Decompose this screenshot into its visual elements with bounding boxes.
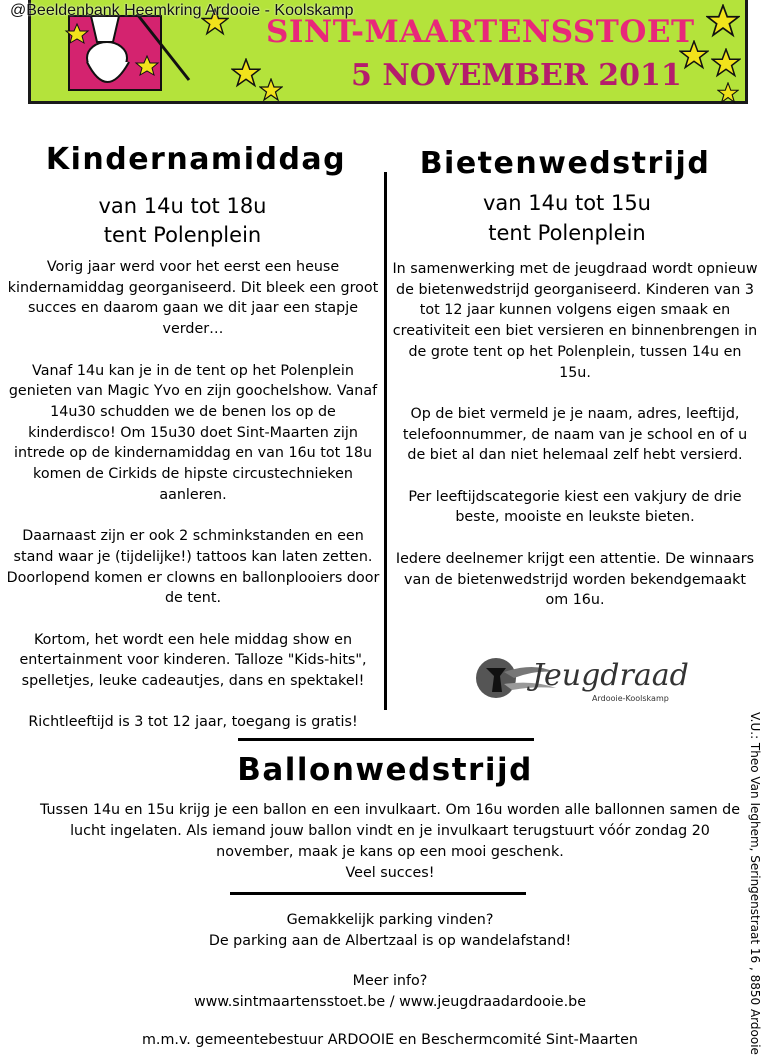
parking-answer: De parking aan de Albertzaal is op wandelafstand! bbox=[208, 933, 572, 949]
responsible-publisher: V.U.: Theo Van Ieghem, Seringenstraat 16 , 8850 Ardooie bbox=[748, 712, 762, 1055]
paragraph: Daarnaast zijn er ook 2 schminkstanden en een stand waar je (tijdelijke!) tattoos kan laten zetten. Doorlopend komen er clowns en ballonplooiers door de tent. bbox=[6, 528, 380, 607]
paragraph: Op de biet vermeld je je naam, adres, leeftijd, telefoonnummer, de naam van je school en of u de biet al dan niet helemaal zelf hebt versierd. bbox=[402, 405, 748, 464]
star-icon bbox=[679, 40, 709, 70]
kindernamiddag-time: van 14u tot 18u bbox=[98, 194, 267, 218]
paragraph: Kortom, het wordt een hele middag show en entertainment voor kinderen. Talloze "Kids-hits", spelletjes, leuke cadeautjes, dans en spektakel! bbox=[19, 631, 367, 690]
ballonwedstrijd-description: Tussen 14u en 15u krijg je een ballon en een invulkaart. Om 16u worden alle ballonnen samen de lucht ingelaten. Als iemand jouw ballon vindt en je invulkaart terugstuurt vóór zondag 20 november, maak je kans op een mooi geschenk. bbox=[39, 802, 741, 860]
separator-line bbox=[230, 892, 526, 895]
star-icon bbox=[231, 58, 261, 88]
banner-date: 5 NOVEMBER 2011 bbox=[351, 58, 682, 93]
credits: m.m.v. gemeentebestuur ARDOOIE en Beschermcomité Sint-Maarten bbox=[142, 1032, 638, 1048]
parking-question: Gemakkelijk parking vinden? bbox=[286, 912, 494, 928]
star-icon bbox=[259, 78, 283, 102]
bietenwedstrijd-title: Bietenwedstrijd bbox=[419, 146, 711, 181]
paragraph: Iedere deelnemer krijgt een attentie. De winnaars van de bietenwedstrijd worden bekendgemaakt om 16u. bbox=[395, 550, 755, 609]
info-links[interactable]: www.sintmaartensstoet.be / www.jeugdraadardooie.be bbox=[193, 994, 587, 1010]
column-divider bbox=[384, 172, 387, 710]
bietenwedstrijd-time: van 14u tot 15u bbox=[482, 191, 651, 215]
paragraph: Per leeftijdscategorie kiest een vakjury de drie beste, mooiste en leukste bieten. bbox=[408, 488, 742, 526]
ballonwedstrijd-closing: Veel succes! bbox=[345, 865, 435, 881]
watermark-text: @Beeldenbank Heemkring Ardooie - Koolskamp bbox=[10, 2, 354, 19]
paragraph: Vorig jaar werd voor het eerst een heuse kindernamiddag georganiseerd. Dit bleek een groot succes en daarom gaan we dit jaar een stapje verder… bbox=[7, 259, 379, 338]
ballonwedstrijd-text bbox=[30, 800, 750, 884]
banner-title: SINT-MAARTENSSTOET bbox=[266, 14, 695, 50]
kindernamiddag-place: tent Polenplein bbox=[103, 223, 262, 247]
star-icon bbox=[706, 4, 740, 38]
info-question: Meer info? bbox=[352, 973, 428, 989]
bietenwedstrijd-text bbox=[392, 259, 758, 632]
kindernamiddag-text bbox=[6, 257, 380, 754]
kindernamiddag-title: Kindernamiddag bbox=[45, 142, 347, 177]
star-icon bbox=[711, 48, 741, 78]
jeugdraad-logo-subtext: Ardooie-Koolskamp bbox=[592, 694, 669, 703]
paragraph: In samenwerking met de jeugdraad wordt opnieuw de bietenwedstrijd georganiseerd. Kinderen van 3 tot 12 jaar kunnen volgens eigen smaak en creativiteit een biet versieren en binnenbrengen in de grote tent op het Polenplein, tussen 14u en 15u. bbox=[392, 261, 758, 381]
star-icon bbox=[717, 82, 739, 104]
paragraph: Vanaf 14u kan je in de tent op het Polenplein genieten van Magic Yvo en zijn goochelshow. Vanaf 14u30 schudden we de benen los op de kinderdisco! Om 15u30 doet Sint-Maarten zijn intrede op de kindernamiddag en van 16u tot 18u komen de Cirkids de hipste circustechnieken aanleren. bbox=[8, 362, 378, 503]
jeugdraad-logo-text: Jeugdraad bbox=[532, 658, 689, 693]
jeugdraad-logo bbox=[474, 652, 689, 708]
separator-line bbox=[238, 738, 534, 741]
ballonwedstrijd-title: Ballonwedstrijd bbox=[237, 752, 533, 788]
paragraph: Richtleeftijd is 3 tot 12 jaar, toegang is gratis! bbox=[28, 714, 358, 731]
bietenwedstrijd-place: tent Polenplein bbox=[488, 221, 646, 245]
